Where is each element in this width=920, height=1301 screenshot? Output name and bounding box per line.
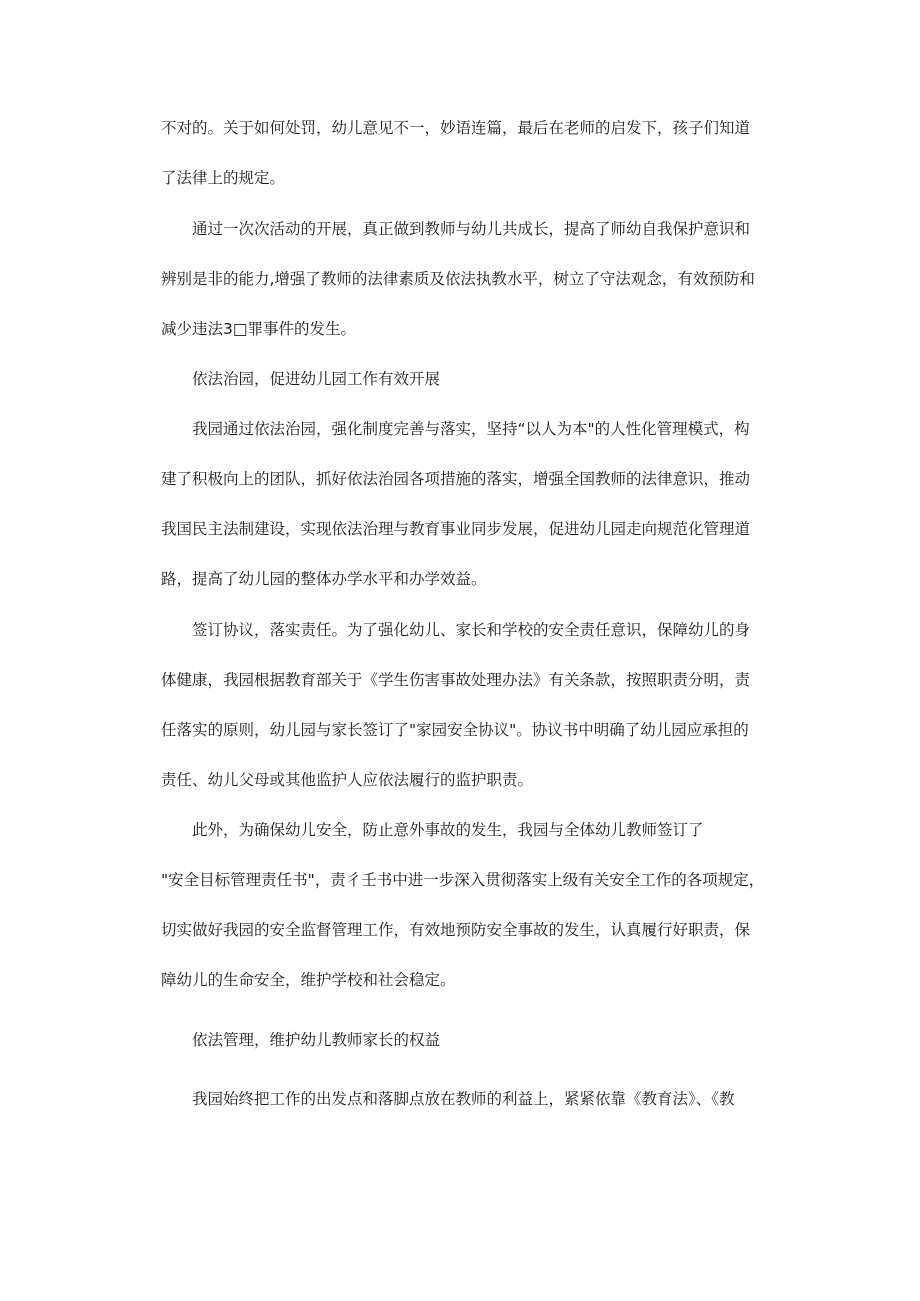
- body-text-line: 路，提高了幼儿园的整体办学水平和办学效益。: [161, 570, 487, 588]
- body-text-line: 我国民主法制建设，实现依法治理与教育事业同步发展，促进幼儿园走向规范化管理道: [161, 520, 751, 538]
- body-text-line: "安全目标管理责任书"，责彳壬书中进一步深入贯彻落实上级有关安全工作的各项规定，: [161, 871, 765, 889]
- paragraph-first-line: 签订协议，落实责任。为了强化幼儿、家长和学校的安全责任意识，保障幼儿的身: [192, 621, 751, 639]
- body-text-line: 减少违法3□罪事件的发生。: [161, 320, 357, 338]
- section-heading: 依法治园，促进幼儿园工作有效开展: [192, 370, 441, 388]
- body-text-line: 不对的。关于如何处罚，幼儿意见不一，妙语连篇，最后在老师的启发下，孩子们知道: [161, 119, 751, 137]
- body-text-line: 责任、幼儿父母或其他监护人应依法履行的监护职责。: [161, 771, 534, 789]
- body-text-line: 任落实的原则，幼儿园与家长签订了"家园安全协议"。协议书中明确了幼儿园应承担的: [161, 721, 749, 739]
- paragraph-first-line: 我园通过依法治园，强化制度完善与落实，坚持“以人为本"的人性化管理模式，构: [192, 420, 750, 438]
- paragraph-first-line: 此外，为确保幼儿安全，防止意外事故的发生，我园与全体幼儿教师签订了: [192, 821, 704, 839]
- section-heading: 依法管理，维护幼儿教师家长的权益: [192, 1031, 441, 1049]
- body-text-line: 体健康，我园根据教育部关于《学生伤害事故处理办法》有关条款，按照职责分明，责: [161, 671, 751, 689]
- paragraph-first-line: 我园始终把工作的出发点和落脚点放在教师的利益上，紧紧依靠《教育法》、《教: [192, 1090, 735, 1108]
- body-text-line: 障幼儿的生命安全，维护学校和社会稳定。: [161, 971, 456, 989]
- body-text-line: 了法律上的规定。: [161, 169, 286, 187]
- body-text-line: 切实做好我园的安全监督管理工作，有效地预防安全事故的发生，认真履行好职责，保: [161, 921, 751, 939]
- body-text-line: 辨别是非的能力,增强了教师的法律素质及依法执教水平，树立了守法观念，有效预防和: [161, 270, 755, 288]
- body-text-line: 建了积极向上的团队，抓好依法治园各项措施的落实，增强全国教师的法律意识，推动: [161, 470, 751, 488]
- paragraph-first-line: 通过一次次活动的开展，真正做到教师与幼儿共成长，提高了师幼自我保护意识和: [192, 220, 751, 238]
